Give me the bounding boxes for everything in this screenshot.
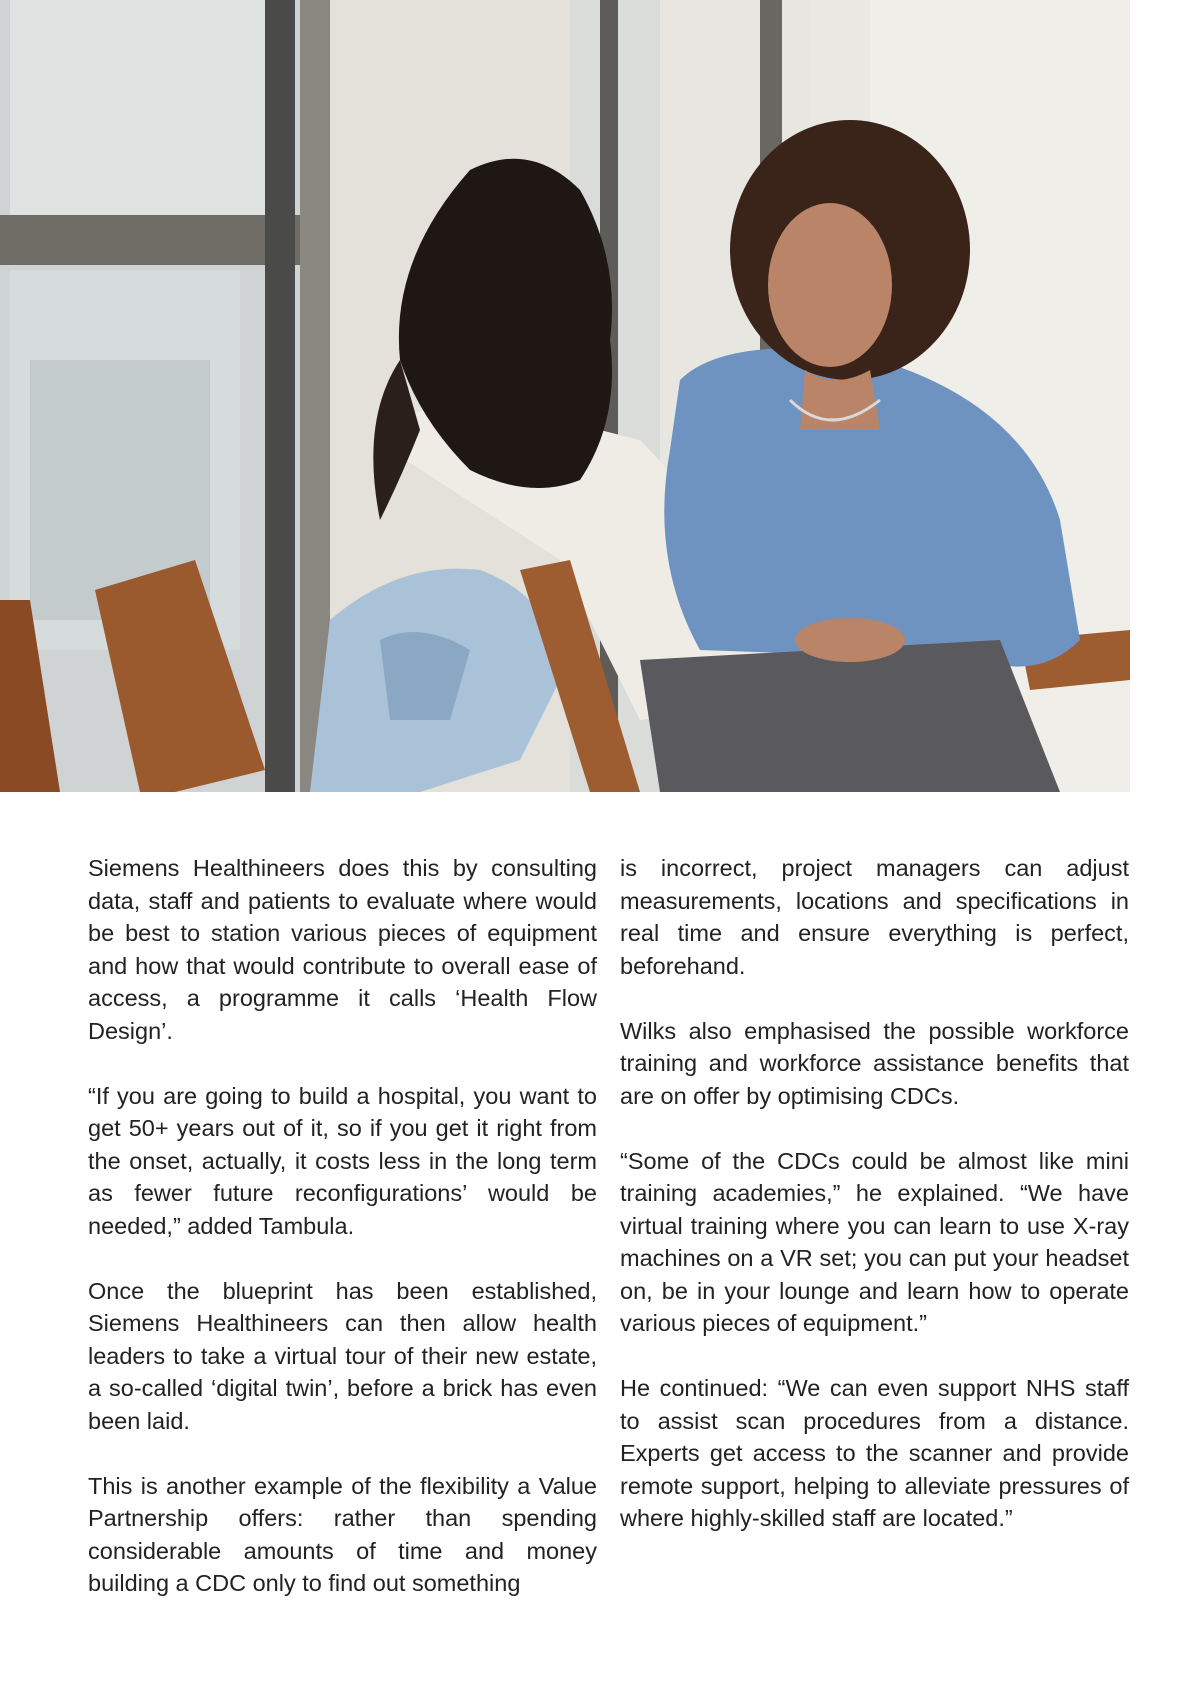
photo-illustration — [0, 0, 1130, 792]
paragraph: Wilks also emphasised the possible workforce training and workforce assistance benefits that are on offer by optimising CDCs. — [620, 1017, 1129, 1109]
face — [768, 203, 892, 367]
paragraph: is incorrect, project managers can adjust measurements, locations and specifications in real time and ensure everything is perfect, beforehand. — [620, 855, 1129, 979]
article-photo — [0, 0, 1130, 792]
paragraph: Once the blueprint has been established, Siemens Healthineers can then allow health leaders to take a virtual tour of their new estate, a so-called ‘digital twin’, before a brick has even been laid. — [88, 1277, 597, 1434]
paragraph: This is another example of the flexibility a Value Partnership offers: rather than spending considerable amounts of time and money building a CDC only to find out something — [88, 1472, 597, 1596]
paragraph: Siemens Healthineers does this by consulting data, staff and patients to evaluate where would be best to station various pieces of equipment and how that would contribute to overall ease of access, a programme it calls ‘Health Flow Design’. — [88, 855, 597, 1044]
paragraph: “Some of the CDCs could be almost like mini training academies,” he explained. “We have virtual training where you can learn to use X-ray machines on a VR set; you can put your headset on, be in your lounge and learn how to operate various pieces of equipment.” — [620, 1147, 1129, 1336]
article-column-right — [620, 852, 1129, 1567]
grey-trousers — [640, 640, 1060, 792]
paragraph: “If you are going to build a hospital, you want to get 50+ years out of it, so if you get it right from the onset, actually, it costs less in the long term as fewer future reconfigurations’ would be needed,” added Tambula. — [88, 1082, 597, 1239]
paragraph: He continued: “We can even support NHS staff to assist scan procedures from a distance. Experts get access to the scanner and provide remote support, helping to alleviate pressures of where highly-skilled staff are located.” — [620, 1375, 1129, 1531]
article-column-left — [88, 852, 597, 1632]
